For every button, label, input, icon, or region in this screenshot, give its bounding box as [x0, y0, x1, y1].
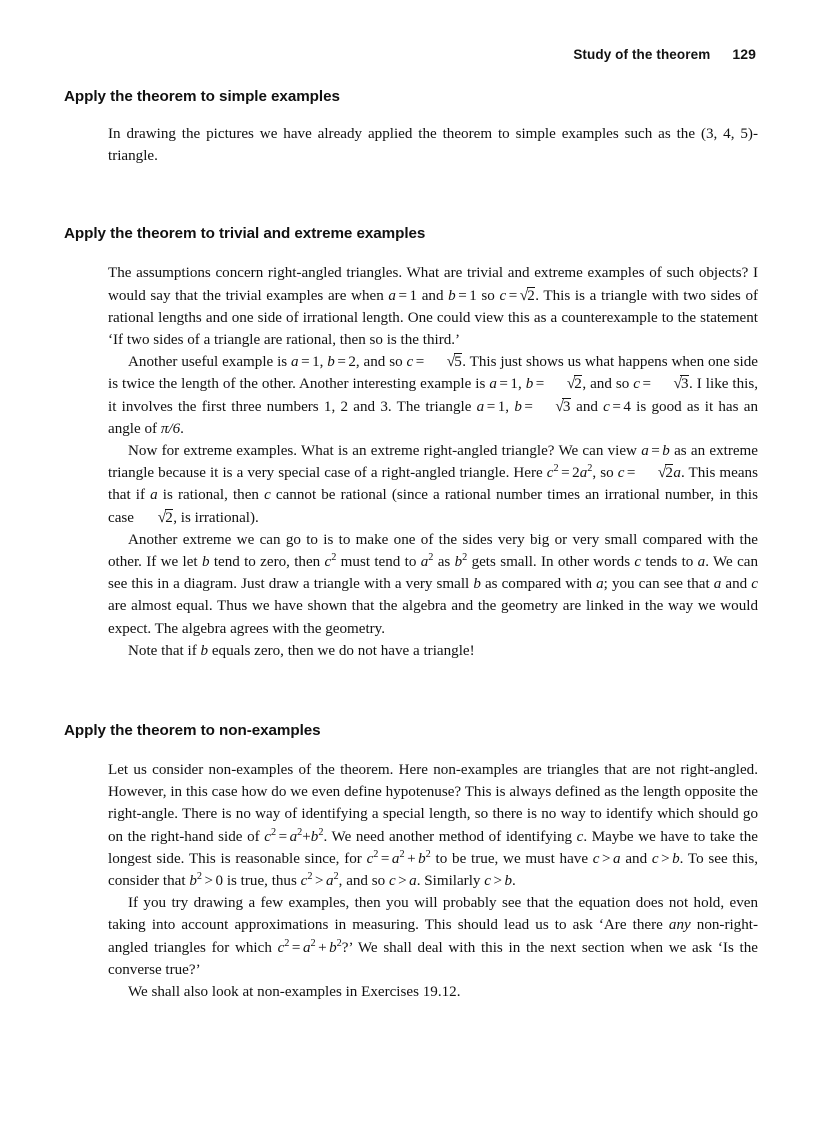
- variable-a: a: [596, 576, 604, 593]
- section-heading-non-examples: Apply the theorem to non-examples: [64, 722, 321, 740]
- triangle-345-label: (3, 4, 5): [700, 126, 753, 142]
- equation-a-equals-1: a = 1: [388, 287, 418, 304]
- equation-a-equals-1: a = 1: [489, 376, 518, 393]
- inequality-c-greater-b: c > b: [651, 850, 680, 867]
- equation-a-equals-b: a = b: [641, 443, 670, 460]
- equation-c-equals-sqrt2: c = √2: [499, 286, 535, 304]
- paragraph: We shall also look at non-examples in Exercises 19.12.: [128, 984, 461, 1001]
- section-body-simple-examples: [108, 123, 758, 167]
- section-body-trivial-extreme: [108, 262, 758, 662]
- equation-c2-equals-a2-plus-b2: $c^2 = a^2 + b^2$: [366, 848, 431, 867]
- variable-b: b: [200, 642, 209, 659]
- section-heading-trivial-extreme: Apply the theorem to trivial and extreme examples: [64, 225, 426, 243]
- equation-c-equals-sqrt5: c = √5: [406, 353, 462, 371]
- paragraph: In drawing the pictures we have already applied the theorem to simple examples such as the (3, 4, 5)-triangle.: [108, 126, 758, 165]
- equation-b-equals-sqrt3: b = √3: [514, 397, 571, 415]
- equation-b-equals-sqrt2: b = √2: [525, 375, 582, 393]
- equation-c-equals-sqrt2a: c = √2a: [617, 464, 681, 482]
- page-content: [64, 88, 758, 1003]
- paragraph: The assumptions concern right-angled triangles. What are trivial and extreme examples of such objects? I would say that the trivial examples are when a = 1 and b = 1 so c = √2. This is a triangle with two sides of rational lengths and one side of irrational length. One could view this as a counterexample to the statement ‘If two sides of a triangle are rational, then so is the third.’: [108, 265, 759, 349]
- variable-c: c: [576, 828, 584, 845]
- inequality-c2-greater-a2: $c^2 > a^2$: [300, 871, 339, 890]
- paragraph: Now for extreme examples. What is an extreme right-angled triangle? We can view a = b as an extreme triangle because it is a very special case of a right-angled triangle. Here $c^2 = 2a^2$, so c = √2a. This means that if a is rational, then c cannot be rational (since a rational number times an irrational number, in this case √2, is irrational).: [108, 440, 758, 529]
- section-heading-simple-examples: Apply the theorem to simple examples: [64, 88, 340, 105]
- term-b-squared: $b^2$: [454, 552, 468, 571]
- equation-sqrt2: √2: [157, 508, 173, 526]
- equation-b-equals-1: b = 1: [448, 287, 477, 304]
- variable-c: c: [751, 576, 758, 593]
- section-body-non-examples: [108, 759, 758, 1003]
- term-c-squared: $c^2$: [324, 552, 337, 571]
- inequality-c-greater-a: c > a: [388, 873, 417, 890]
- inequality-c-greater-b: c > b: [484, 873, 512, 890]
- paragraph: Note that if b equals zero, then we do not have a triangle!: [128, 642, 475, 659]
- variable-b: b: [473, 576, 481, 593]
- variable-b: b: [201, 554, 210, 571]
- radical-icon: √: [519, 286, 529, 304]
- equation-c-equals-4: c = 4: [603, 398, 631, 415]
- radical-icon: √: [446, 353, 456, 371]
- radical-icon: √: [566, 375, 576, 393]
- paragraph: If you try drawing a few examples, then you will probably see that the equation does not hold, even taking into account approximations in measuring. This should lead us to ask ‘Are there any non-right-angled triangles for which $c^2 = a^2 + b^2$?’ We shall deal with this in the next section when we ask ‘Is the converse true?’: [108, 895, 758, 978]
- equation-c-squared-equals-2a-squared: $c^2 = 2a^2$: [546, 463, 593, 482]
- equation-c-equals-sqrt3: c = √3: [633, 375, 689, 393]
- page-number: 129: [732, 46, 756, 62]
- running-head: [573, 46, 756, 62]
- equation-a-equals-1: a = 1: [476, 398, 506, 415]
- variable-a: a: [697, 554, 706, 571]
- equation-b-equals-2: b = 2: [327, 354, 356, 371]
- paragraph: Another extreme we can go to is to make one of the sides very big or very small compared with the other. If we let b tend to zero, then $c^2$ must tend to $a^2$ as $b^2$ gets small. In other words c tends to a. We can see this in a diagram. Just draw a triangle with a very small b as compared with a; you can see that a and c are almost equal. Thus we have shown that the algebra and the geometry are linked in the way we would expect. The algebra agrees with the geometry.: [108, 531, 759, 637]
- variable-c: c: [634, 554, 642, 571]
- variable-a: a: [150, 487, 158, 504]
- radical-icon: √: [657, 464, 667, 482]
- radical-icon: √: [555, 397, 564, 415]
- running-head-title: Study of the theorem: [573, 47, 711, 62]
- equation-c2-equals-a2-plus-b2: $c^2 = a^2+b^2$: [264, 826, 324, 845]
- exercises-reference: 19.12: [422, 984, 457, 1001]
- variable-c: c: [264, 487, 271, 504]
- inequality-c-greater-a: c > a: [592, 850, 621, 867]
- variable-a: a: [713, 576, 722, 593]
- equation-a-equals-1: a = 1: [291, 354, 320, 371]
- emphasis-any: any: [668, 917, 691, 934]
- radical-icon: √: [673, 375, 682, 393]
- inequality-b2-greater-0: $b^2 > 0$: [189, 871, 224, 890]
- equation-c2-equals-a2-plus-b2: $c^2 = a^2 + b^2$: [277, 937, 342, 956]
- angle-pi-over-six: π/6: [160, 420, 181, 437]
- paragraph: Let us consider non-examples of the theorem. Here non-examples are triangles that are not right-angled. However, in this case how do we even define hypotenuse? This is always defined as the length opposite the right-angle. There is no way of identifying a special length, so there is no way to identify which should go on the right-hand side of $c^2 = a^2+b^2$. We need another method of identifying c. Maybe we have to take the longest side. This is reasonable since, for $c^2 = a^2 + b^2$ to be true, we must have c > a and c > b. To see this, consider that $b^2 > 0$ is true, thus $c^2 > a^2$, and so c > a. Similarly c > b.: [108, 762, 759, 890]
- paragraph: Another useful example is a = 1, b = 2, and so c = √5. This just shows us what happens when one side is twice the length of the other. Another interesting example is a = 1, b = √2, and so c = √3. I like this, it involves the first three numbers 1, 2 and 3. The triangle a = 1, b = √3 and c = 4 is good as it has an angle of π/6.: [108, 353, 759, 437]
- term-a-squared: $a^2$: [420, 552, 434, 571]
